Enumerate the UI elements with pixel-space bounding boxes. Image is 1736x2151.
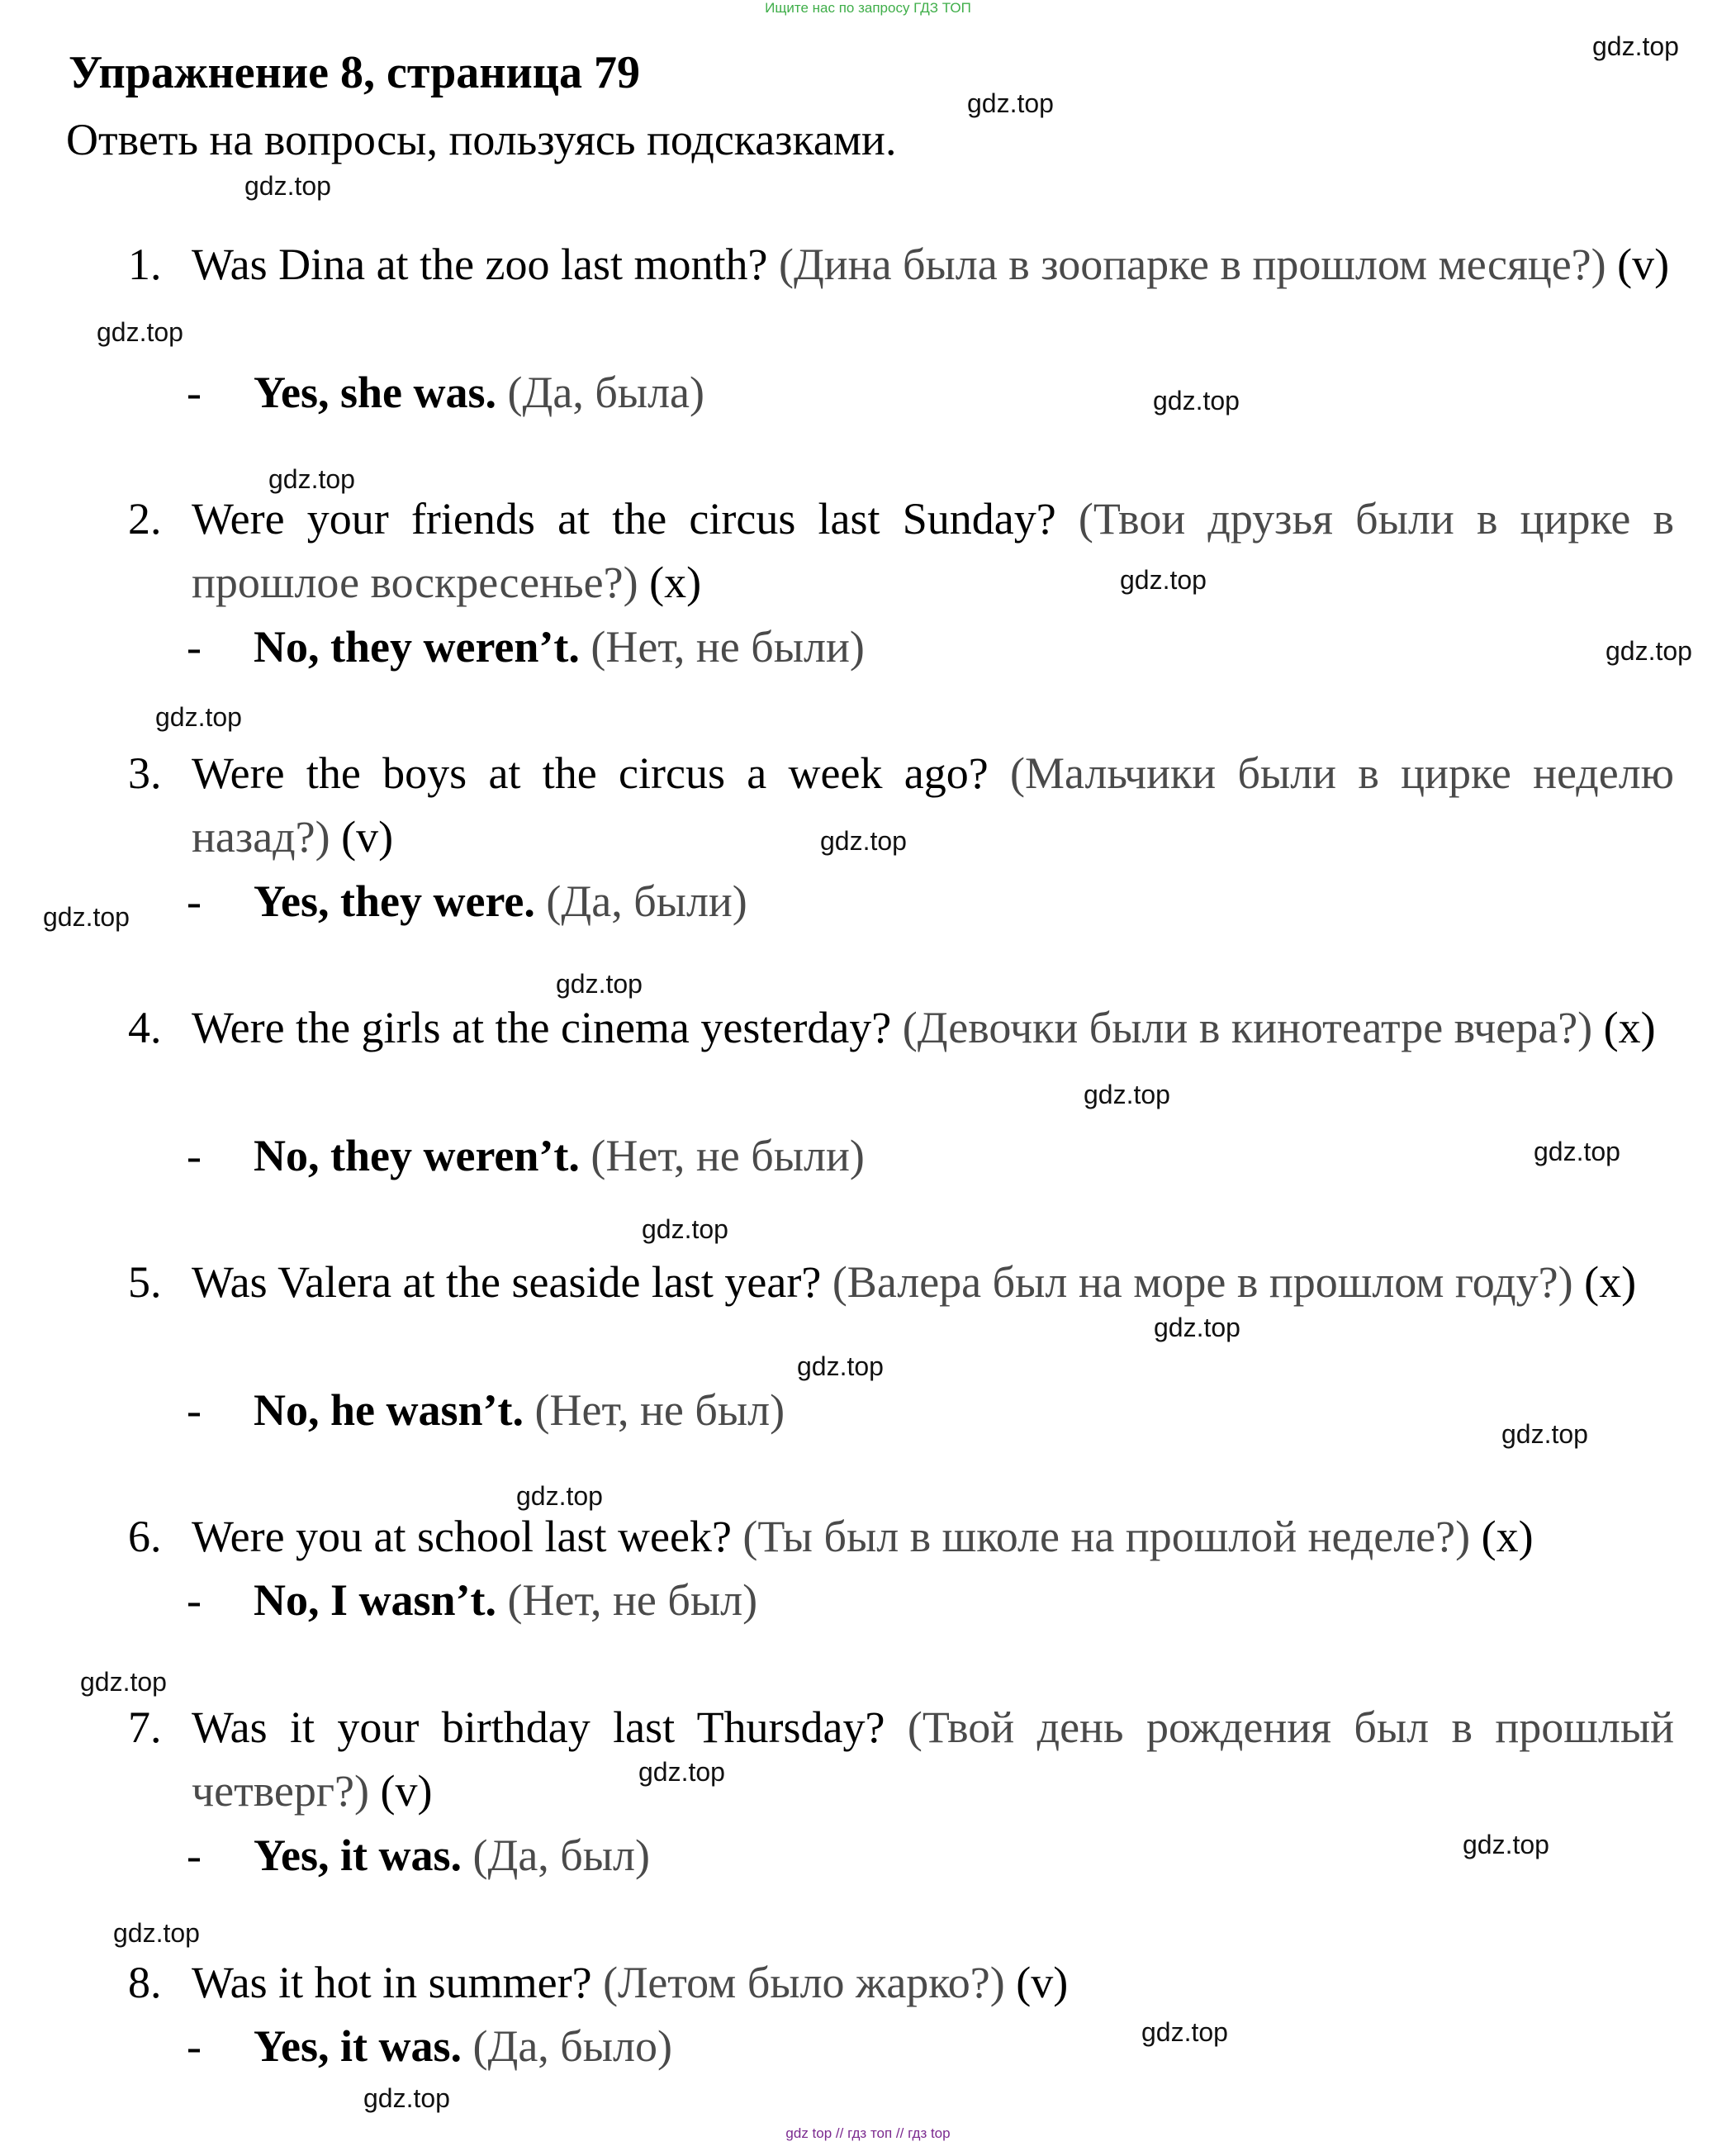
question-text [192,742,1674,869]
question-en: Was it your birthday last Thursday? [192,1702,885,1752]
watermark: gdz.top [43,902,130,932]
watermark: gdz.top [1084,1080,1170,1109]
bottom-banner: gdz top // гдз топ // гдз top [785,2125,951,2141]
question-text [192,1696,1674,1823]
item-number: 2. [128,494,162,544]
answer-en: No, I wasn’t. [254,1575,497,1625]
answer-ru: (Нет, не были) [591,1131,865,1180]
watermark: gdz.top [244,171,331,201]
hint-mark: (v) [1617,240,1670,289]
watermark: gdz.top [1463,1830,1549,1859]
answer-dash: - [187,1385,202,1435]
hint-mark: (x) [1584,1257,1637,1307]
watermark: gdz.top [1153,386,1240,415]
question-ru: (Девочки были в кинотеатре вчера?) [902,1003,1593,1052]
answer-dash: - [187,2021,202,2071]
answer-ru: (Нет, не был) [507,1575,758,1625]
question-ru: (Летом было жарко?) [603,1958,1005,2007]
item-number: 4. [128,1003,162,1052]
answer-ru: (Да, был) [472,1830,650,1880]
answer-dash: - [187,1131,202,1180]
watermark: gdz.top [638,1757,725,1787]
question-en: Was Dina at the zoo last month? [192,240,768,289]
page-title: Упражнение 8, страница 79 [69,47,641,98]
answer-ru: (Да, были) [546,876,747,926]
watermark: gdz.top [642,1214,728,1244]
question-ru: (Твои друзья были в цирке в прошлое воскресенье?) [192,494,1675,607]
watermark: gdz.top [155,702,242,732]
hint-mark: (v) [380,1766,433,1816]
watermark: gdz.top [1606,636,1692,666]
answer-ru: (Да, была) [507,368,704,417]
question-ru: (Ты был в школе на прошлой неделе?) [742,1512,1471,1561]
watermark: gdz.top [1534,1137,1620,1166]
answer-ru: (Да, было) [472,2021,672,2071]
question-text [192,233,1674,297]
item-number: 6. [128,1512,162,1561]
hint-mark: (v) [1016,1958,1069,2007]
question-en: Were your friends at the circus last Sunday? [192,494,1056,544]
question-ru: (Твой день рождения был в прошлый четверг?) [192,1702,1674,1816]
watermark: gdz.top [967,88,1054,118]
answer-en: No, they weren’t. [254,622,580,672]
item-number: 1. [128,240,162,289]
question-en: Were the boys at the circus a week ago? [192,748,989,798]
answer-en: Yes, they were. [254,876,535,926]
watermark: gdz.top [1501,1419,1588,1449]
answer-dash: - [187,622,202,672]
answer-en: Yes, it was. [254,1830,462,1880]
question-en: Was Valera at the seaside last year? [192,1257,822,1307]
watermark: gdz.top [1141,2017,1228,2047]
question-text [192,1251,1674,1314]
answer-dash: - [187,1830,202,1880]
question-text [192,487,1674,615]
answer-ru: (Нет, не был) [534,1385,785,1435]
watermark: gdz.top [268,464,355,494]
hint-mark: (x) [1481,1512,1534,1561]
top-banner: Ищите нас по запросу ГДЗ ТОП [765,0,971,16]
watermark: gdz.top [1154,1313,1240,1342]
item-number: 8. [128,1958,162,2007]
question-text [192,996,1674,1060]
watermark: gdz.top [113,1918,200,1948]
question-text [192,1505,1674,1569]
question-ru: (Дина была в зоопарке в прошлом месяце?) [778,240,1606,289]
item-number: 5. [128,1257,162,1307]
answer-en: Yes, it was. [254,2021,462,2071]
question-text [192,1951,1674,2015]
watermark: gdz.top [1592,31,1679,61]
answer-en: No, they weren’t. [254,1131,580,1180]
question-en: Were the girls at the cinema yesterday? [192,1003,892,1052]
watermark: gdz.top [363,2083,450,2113]
hint-mark: (v) [341,812,394,862]
answer-en: Yes, she was. [254,368,497,417]
answer-dash: - [187,1575,202,1625]
answer-ru: (Нет, не были) [591,622,865,672]
watermark: gdz.top [80,1667,167,1697]
question-ru: (Мальчики были в цирке неделю назад?) [192,748,1675,862]
watermark: gdz.top [556,969,643,999]
watermark: gdz.top [97,317,183,347]
hint-mark: (x) [1603,1003,1656,1052]
question-en: Were you at school last week? [192,1512,732,1561]
answer-dash: - [187,876,202,926]
watermark: gdz.top [1120,565,1207,595]
watermark: gdz.top [516,1481,603,1511]
watermark: gdz.top [797,1351,884,1381]
item-number: 3. [128,748,162,798]
question-en: Was it hot in summer? [192,1958,592,2007]
task-instruction: Ответь на вопросы, пользуясь подсказками. [66,115,897,164]
item-number: 7. [128,1702,162,1752]
answer-dash: - [187,368,202,417]
watermark: gdz.top [820,826,907,856]
answer-en: No, he wasn’t. [254,1385,524,1435]
question-ru: (Валера был на море в прошлом году?) [832,1257,1573,1307]
hint-mark: (x) [649,558,702,607]
